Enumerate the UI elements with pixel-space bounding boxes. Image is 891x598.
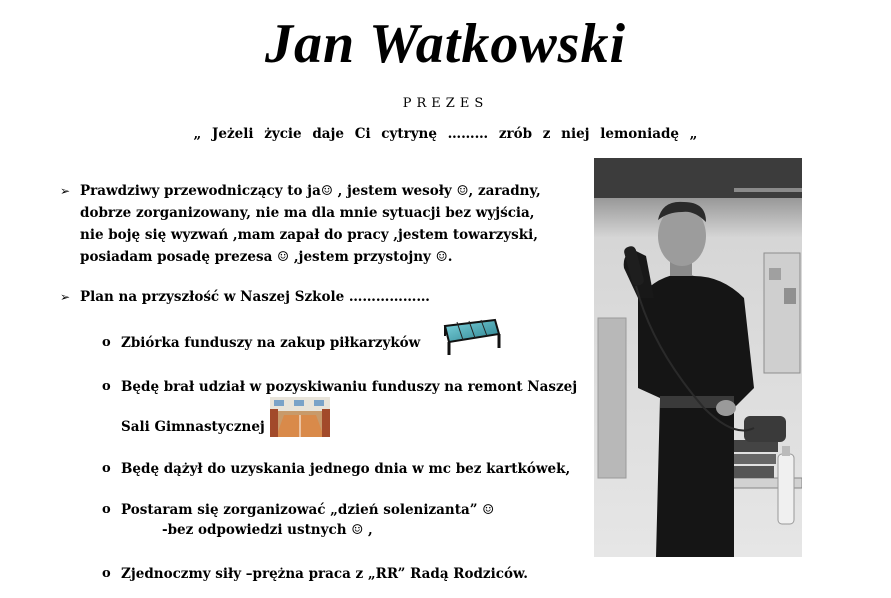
man-on-phone-photo: [594, 158, 802, 557]
plan-item-2-line-2: Sali Gimnastycznej: [121, 419, 265, 435]
motto-quote: „ Jeżeli życie daje Ci cytrynę ……… zrób z niej lemoniadę „: [193, 126, 698, 142]
intro-line-3: nie boję się wyzwań ,mam zapał do pracy ,jestem towarzyski,: [80, 227, 538, 243]
intro-line-2: dobrze zorganizowany, nie ma dla mnie sytuacji bez wyjścia,: [80, 205, 535, 221]
plan-heading: Plan na przyszłość w Naszej Szkole ………………: [80, 289, 430, 305]
plan-item-1: Zbiórka funduszy na zakup piłkarzyków: [121, 335, 421, 351]
plan-item-2-line-1: Będę brał udział w pozyskiwaniu funduszy na remont Naszej: [121, 379, 578, 395]
plan-item-5: Zjednoczmy siły –prężna praca z „RR” Radą Rodziców.: [121, 566, 528, 582]
table-football-icon: [437, 316, 503, 356]
page-title: Jan Watkowski: [264, 13, 627, 75]
circle-bullet-icon: o: [102, 335, 111, 350]
gym-hall-photo: [270, 397, 330, 437]
intro-line-1: Prawdziwy przewodniczący to ja☺ , jestem wesoły ☺, zaradny,: [80, 183, 541, 199]
plan-item-3: Będę dążył do uzyskania jednego dnia w mc bez kartkówek,: [121, 461, 571, 477]
circle-bullet-icon: o: [102, 461, 111, 476]
circle-bullet-icon: o: [102, 502, 111, 517]
plan-item-4-line-1: Postaram się zorganizować „dzień solenizanta” ☺: [121, 502, 495, 518]
plan-item-4-line-2: -bez odpowiedzi ustnych ☺ ,: [162, 522, 373, 538]
role-subtitle: PREZES: [402, 96, 489, 111]
arrow-bullet-icon: ➢: [60, 184, 71, 198]
arrow-bullet-icon: ➢: [60, 290, 71, 304]
intro-line-4: posiadam posadę prezesa ☺ ,jestem przystojny ☺.: [80, 249, 453, 265]
circle-bullet-icon: o: [102, 379, 111, 394]
circle-bullet-icon: o: [102, 566, 111, 581]
